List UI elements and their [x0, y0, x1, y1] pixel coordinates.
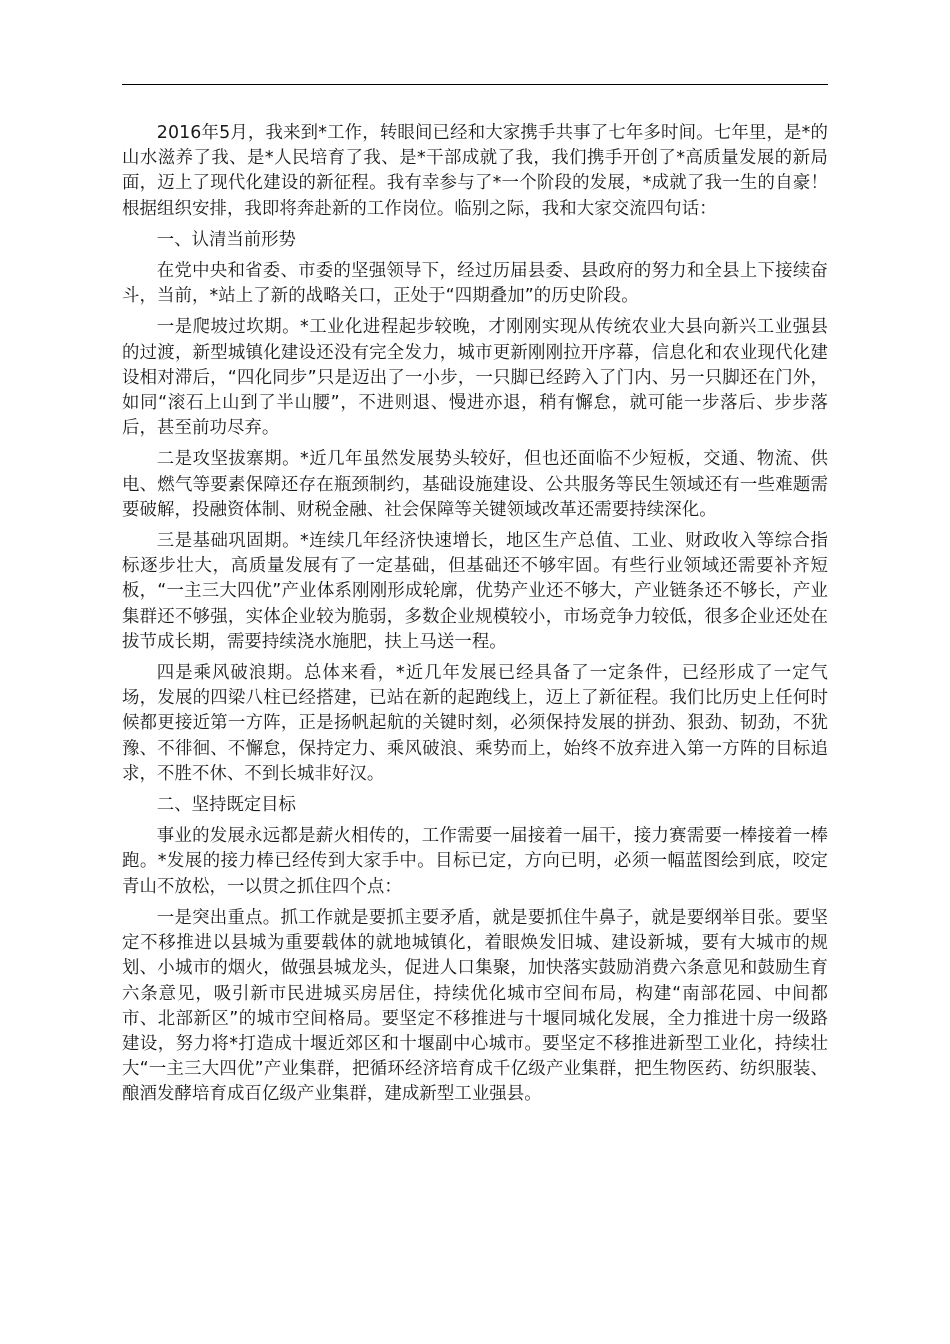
paragraph: 三是基础巩固期。*连续几年经济快速增长，地区生产总值、工业、财政收入等综合指标逐步壮大，高质量发展有了一定基础，但基础还不够牢固。有些行业领域还需要补齐短板，“一主三大四优”产业体系刚刚形成轮廓，优势产业还不够大，产业链条还不够长，产业集群还不够强，实体企业较为脆弱，多数企业规模较小，市场竞争力较低，很多企业还处在拔节成长期，需要持续浇水施肥，扶上马送一程。	[122, 531, 828, 652]
header-rule	[122, 84, 828, 85]
section-heading-1: 一、认清当前形势	[156, 229, 296, 250]
section-heading-2: 二、坚持既定目标	[156, 795, 296, 816]
intro-paragraph: 2016年5月，我来到*工作，转眼间已经和大家携手共事了七年多时间。七年里，是*的山水滋养了我、是*人民培育了我、是*干部成就了我，我们携手开创了*高质量发展的新局面，迈上了现代化建设的新征程。我有幸参与了*一个阶段的发展，*成就了我一生的自豪！根据组织安排，我即将奔赴新的工作岗位。临别之际，我和大家交流四句话：	[122, 123, 828, 219]
paragraph: 四是乘风破浪期。总体来看，*近几年发展已经具备了一定条件，已经形成了一定气场，发展的四梁八柱已经搭建，已站在新的起跑线上，迈上了新征程。我们比历史上任何时候都更接近第一方阵，正是扬帆起航的关键时刻，必须保持发展的拼劲、狠劲、韧劲，不犹豫、不徘徊、不懈怠，保持定力、乘风破浪、乘势而上，始终不放弃进入第一方阵的目标追求，不胜不休、不到长城非好汉。	[122, 663, 828, 784]
paragraph: 二是攻坚拔寨期。*近几年虽然发展势头较好，但也还面临不少短板，交通、物流、供电、燃气等要素保障还存在瓶颈制约，基础设施建设、公共服务等民生领域还有一些难题需要破解，投融资体制、财税金融、社会保障等关键领域改革还需要持续深化。	[122, 449, 828, 520]
paragraph: 一是突出重点。抓工作就是要抓主要矛盾，就是要抓住牛鼻子，就是要纲举目张。要坚定不移推进以县城为重要载体的就地城镇化，着眼焕发旧城、建设新城，要有大城市的规划、小城市的烟火，做强县城龙头，促进人口集聚，加快落实鼓励消费六条意见和鼓励生育六条意见，吸引新市民进城买房居住，持续优化城市空间布局，构建“南部花园、中间都市、北部新区”的城市空间格局。要坚定不移推进与十堰同城化发展，全力推进十房一级路建设，努力将*打造成十堰近郊区和十堰副中心城市。要坚定不移推进新型工业化，持续壮大“一主三大四优”产业集群，把循环经济培育成千亿级产业集群，把生物医药、纺织服装、酿酒发酵培育成百亿级产业集群，建成新型工业强县。	[122, 907, 828, 1105]
paragraph: 一是爬坡过坎期。*工业化进程起步较晚，才刚刚实现从传统农业大县向新兴工业强县的过渡，新型城镇化建设还没有完全发力，城市更新刚刚拉开序幕，信息化和农业现代化建设相对滞后，“四化同步”只是迈出了一小步，一只脚已经跨入了门内、另一只脚还在门外，如同“滚石上山到了半山腰”，不进则退、慢进亦退，稍有懈怠，就可能一步落后、步步落后，甚至前功尽弃。	[122, 317, 828, 439]
document-body	[122, 121, 828, 1114]
paragraph: 在党中央和省委、市委的坚强领导下，经过历届县委、县政府的努力和全县上下接续奋斗，当前，*站上了新的战略关口，正处于“四期叠加”的历史阶段。	[122, 261, 828, 307]
paragraph: 事业的发展永远都是薪火相传的，工作需要一届接着一届干，接力赛需要一棒接着一棒跑。*发展的接力棒已经传到大家手中。目标已定，方向已明，必须一幅蓝图绘到底，咬定青山不放松，一以贯之抓住四个点：	[122, 826, 828, 897]
